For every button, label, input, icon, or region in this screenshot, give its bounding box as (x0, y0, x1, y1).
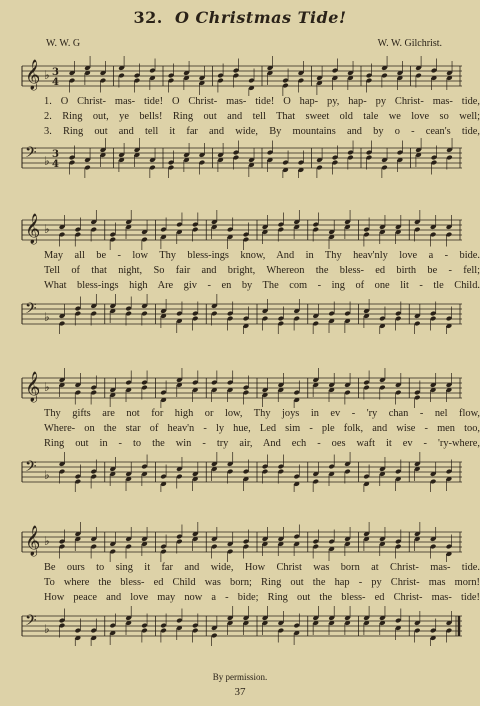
treble-staff (20, 210, 464, 250)
key-flat-icon: ♭ (44, 380, 50, 394)
treble-clef-icon: 𝄞 (25, 60, 41, 90)
key-flat-icon: ♭ (44, 154, 50, 168)
composer-credit: W. W. Gilchrist. (377, 38, 442, 49)
key-flat-icon: ♭ (44, 534, 50, 548)
hymn-title-line (0, 8, 480, 27)
lyrics-block (44, 94, 480, 139)
lyricist-credit: W. W. G (46, 38, 81, 49)
lyric-verse-3: Ring out in - to the win - try air, And ech - oes waft it ev - 'ry-where, (44, 438, 480, 449)
treble-clef-icon: 𝄞 (25, 214, 41, 244)
time-signature-icon: 3 (52, 67, 59, 78)
page-number: 37 (234, 686, 246, 698)
lyric-verse-1: May all be - low Thy bless-ings know, And in Thy heav'nly love a - bide. (44, 250, 480, 261)
treble-staff (20, 368, 464, 408)
lyric-verse-3: 3. Ring out and tell it far and wide, By mountains and by o - cean's tide, (44, 126, 480, 137)
lyric-verse-2: 2. Ring out, ye bells! Ring out and tell That sweet old tale we love so well; (44, 111, 480, 122)
hymn-number: 32. (133, 8, 163, 27)
treble-clef-icon: 𝄞 (25, 372, 41, 402)
bass-staff (20, 138, 464, 178)
bass-clef-icon: 𝄢 (25, 144, 37, 165)
time-signature-icon: 3 (52, 149, 59, 160)
lyric-verse-3: How peace and love may now a - bide; Ring out the bless- ed Christ- mas- tide! (44, 592, 480, 603)
key-flat-icon: ♭ (44, 622, 50, 636)
permission-note: By permission. (212, 672, 268, 682)
lyrics-block (44, 560, 480, 605)
key-flat-icon: ♭ (44, 222, 50, 236)
key-flat-icon: ♭ (44, 68, 50, 82)
lyrics-block (44, 406, 480, 451)
treble-staff (20, 56, 464, 96)
lyric-verse-1: Be ours to sing it far and wide, How Christ was born at Christ- mas- tide. (44, 562, 480, 573)
lyric-verse-2: Where- on the star of heav'n - ly hue, Led sim - ple folk, and wise - men too, (44, 423, 480, 434)
bass-clef-icon: 𝄢 (25, 300, 37, 321)
bass-staff (20, 606, 464, 646)
treble-clef-icon: 𝄞 (25, 526, 41, 556)
lyric-verse-2: Tell of that night, So fair and bright, Whereon the bless- ed birth be - fell; (44, 265, 480, 276)
bass-clef-icon: 𝄢 (25, 612, 37, 633)
lyric-verse-1: Thy gifts are not for high or low, Thy joys in ev - 'ry chan - nel flow, (44, 408, 480, 419)
lyrics-block (44, 248, 480, 293)
lyric-verse-1: 1. O Christ- mas- tide! O Christ- mas- tide! O hap- py, hap- py Christ- mas- tide, (44, 96, 480, 107)
treble-staff (20, 522, 464, 562)
time-signature-icon: 4 (52, 77, 59, 88)
lyric-verse-2: To where the bless- ed Child was born; Ring out the hap - py Christ- mas morn! (44, 577, 480, 588)
bass-clef-icon: 𝄢 (25, 458, 37, 479)
key-flat-icon: ♭ (44, 310, 50, 324)
bass-staff (20, 294, 464, 334)
time-signature-icon: 4 (52, 159, 59, 170)
lyric-verse-3: What bless-ings high Are giv - en by The com - ing of one lit - tle Child. (44, 280, 480, 291)
key-flat-icon: ♭ (44, 468, 50, 482)
bass-staff (20, 452, 464, 492)
hymn-title: O Christmas Tide! (174, 8, 347, 27)
